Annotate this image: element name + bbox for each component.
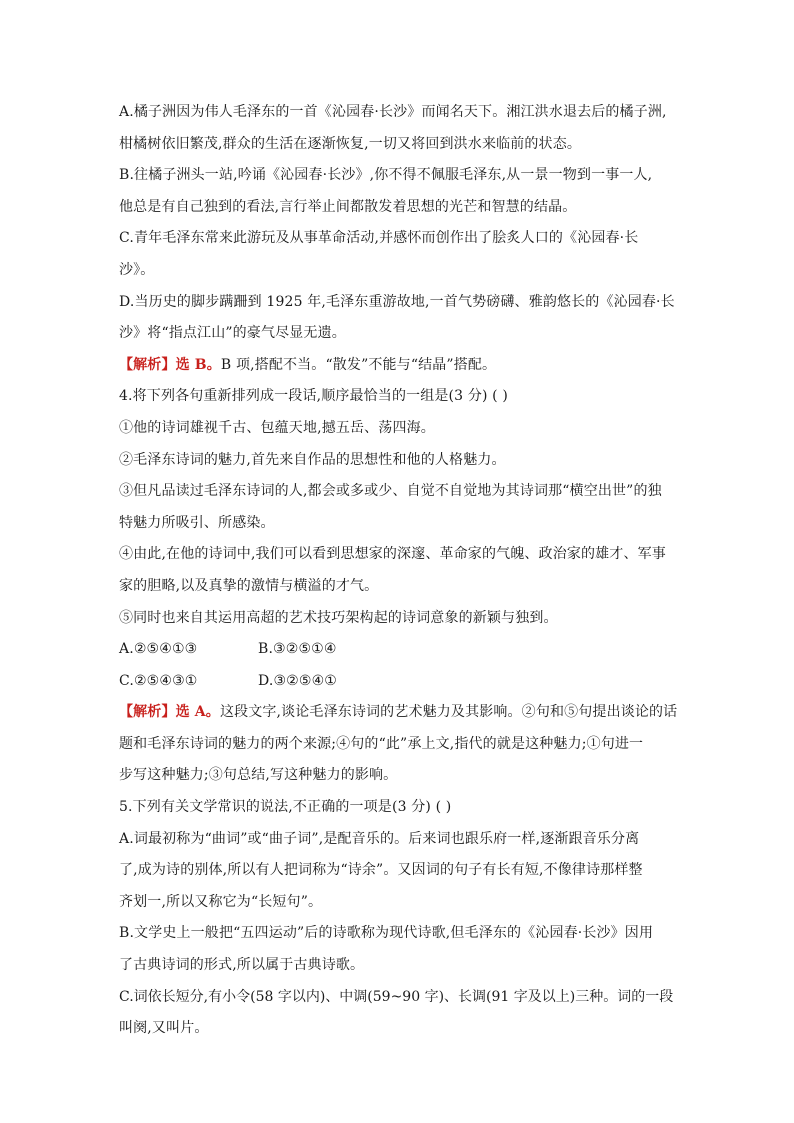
q4-option-d: D.③②⑤④①	[258, 672, 337, 689]
text-line: B.文学史上一般把“五四运动”后的诗歌称为现代诗歌,但毛泽东的《沁园春·长沙》因用	[119, 925, 654, 942]
text-line: 他总是有自己独到的看法,言行举止间都散发着思想的光芒和智慧的结晶。	[119, 198, 577, 215]
q5-stem: 5.下列有关文学常识的说法,不正确的一项是(3 分) ( )	[119, 799, 452, 816]
page-content	[119, 97, 677, 1045]
analysis-text: 这段文字,谈论毛泽东诗词的艺术魅力及其影响。②句和⑤句提出谈论的话	[219, 704, 678, 721]
text-line: 齐划一,所以又称它为“长短句”。	[119, 893, 323, 910]
q4-stem: 4.将下列各句重新排列成一段话,顺序最恰当的一组是(3 分) ( )	[119, 388, 509, 405]
q3-analysis	[119, 350, 677, 382]
q4-option-b: B.③②⑤①④	[258, 641, 337, 658]
text-line: 了,成为诗的别体,所以有人把词称为“诗余”。又因词的句子有长有短,不像律诗那样整	[119, 862, 643, 879]
analysis-tag: 【解析】选 B。	[119, 356, 221, 373]
text-line: 沙》。	[119, 261, 155, 278]
q5-option-a	[119, 824, 677, 919]
text-line: B.往橘子洲头一站,吟诵《沁园春·长沙》,你不得不佩服毛泽东,从一景一物到一事一人,	[119, 167, 653, 184]
q5-option-c	[119, 982, 677, 1045]
text-line: 家的胆略,以及真挚的激情与横溢的才气。	[119, 577, 379, 594]
text-line: ④由此,在他的诗词中,我们可以看到思想家的深邃、革命家的气魄、政治家的雄才、军事	[119, 546, 666, 563]
text-line: 步写这种魅力;③句总结,写这种魅力的影响。	[119, 767, 398, 784]
text-line: 题和毛泽东诗词的魅力的两个来源;④句的“此”承上文,指代的就是这种魅力;①句进一	[119, 735, 644, 752]
text-line: D.当历史的脚步蹒跚到 1925 年,毛泽东重游故地,一首气势磅礴、雅韵悠长的《沁园春·长	[119, 293, 675, 310]
text-line: A.词最初称为“曲词”或“曲子词”,是配音乐的。后来词也跟乐府一样,逐渐跟音乐分离	[119, 830, 640, 847]
text-line: ③但凡品读过毛泽东诗词的人,都会或多或少、自觉不自觉地为其诗词那“横空出世”的独	[119, 483, 662, 500]
q4-options-row-1	[119, 634, 677, 666]
q4-sentence-5	[119, 603, 677, 635]
analysis-tag: 【解析】选 A。	[119, 704, 220, 721]
q4-sentence-2	[119, 445, 677, 477]
q3-option-c	[119, 223, 677, 286]
q3-option-d	[119, 287, 677, 350]
q4-sentence-4	[119, 539, 677, 602]
text-line	[119, 697, 677, 729]
text-line: ②毛泽东诗词的魅力,首先来自作品的思想性和他的人格魅力。	[119, 451, 506, 468]
text-line: 沙》将“指点江山”的豪气尽显无遗。	[119, 325, 346, 342]
q5-option-b	[119, 918, 677, 981]
q3-option-a	[119, 97, 677, 160]
text-line: 柑橘树依旧繁茂,群众的生活在逐渐恢复,一切又将回到洪水来临前的状态。	[119, 135, 581, 152]
text-line: ⑤同时也来自其运用高超的艺术技巧架构起的诗词意象的新颖与独到。	[119, 609, 558, 626]
text-line: 了古典诗词的形式,所以属于古典诗歌。	[119, 957, 365, 974]
text-line: A.橘子洲因为伟人毛泽东的一首《沁园春·长沙》而闻名天下。湘江洪水退去后的橘子洲,	[119, 104, 667, 120]
q4-analysis	[119, 697, 677, 792]
text-line: ①他的诗词雄视千古、包蕴天地,撼五岳、荡四海。	[119, 419, 435, 436]
q4-option-a: A.②⑤④①③	[119, 641, 198, 658]
q4-sentence-3	[119, 476, 677, 539]
q4-option-c: C.②⑤④③①	[119, 672, 198, 689]
text-line: 特魅力所吸引、所感染。	[119, 514, 275, 531]
q3-option-b	[119, 160, 677, 223]
text-line: C.词依长短分,有小令(58 字以内)、中调(59~90 字)、长调(91 字及以上)三种。词的一段	[119, 988, 674, 1005]
analysis-text: B 项,搭配不当。“散发”不能与“结晶”搭配。	[220, 356, 497, 373]
text-line: 叫阕,又叫片。	[119, 1020, 209, 1037]
q4-sentence-1	[119, 413, 677, 445]
text-line: C.青年毛泽东常来此游玩及从事革命活动,并感怀而创作出了脍炙人口的《沁园春·长	[119, 230, 639, 247]
q4-options-row-2	[119, 666, 677, 698]
